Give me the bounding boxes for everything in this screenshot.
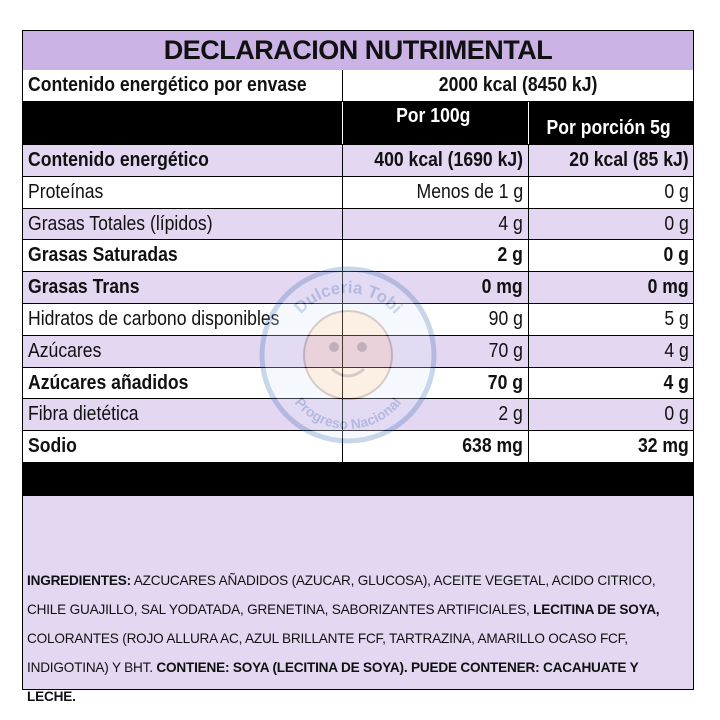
nutrient-per-100g: Menos de 1 g bbox=[343, 177, 529, 208]
nutrient-label: Grasas Saturadas bbox=[23, 240, 343, 271]
nutrient-per-100g: 638 mg bbox=[343, 431, 529, 462]
nutrient-row bbox=[23, 145, 693, 177]
nutrient-per-100g: 0 mg bbox=[343, 272, 529, 303]
nutrient-row bbox=[23, 240, 693, 272]
nutrient-label: Azúcares bbox=[23, 336, 343, 367]
nutrient-per-100g: 90 g bbox=[343, 304, 529, 335]
nutrient-per-100g: 4 g bbox=[343, 209, 529, 240]
nutrient-row bbox=[23, 336, 693, 368]
nutrition-label bbox=[22, 30, 694, 704]
nutrient-label: Grasas Totales (lípidos) bbox=[23, 209, 343, 240]
label-title: DECLARACION NUTRIMENTAL bbox=[23, 31, 693, 71]
nutrient-row bbox=[23, 177, 693, 209]
nutrient-label: Proteínas bbox=[23, 177, 343, 208]
ingredients-part2: COLORANTES (ROJO ALLURA AC, AZUL BRILLANTE FCF, TARTRAZINA, AMARILLO OCASO FCF, INDIGOTINA) Y BHT. bbox=[27, 631, 628, 675]
nutrient-label: Fibra dietética bbox=[23, 399, 343, 430]
nutrient-row bbox=[23, 399, 693, 431]
nutrient-label: Sodio bbox=[23, 431, 343, 462]
ingredients-label: INGREDIENTES: bbox=[27, 573, 131, 588]
ingredients-text bbox=[27, 566, 687, 711]
nutrient-row bbox=[23, 304, 693, 336]
nutrient-per-serving: 32 mg bbox=[638, 435, 689, 458]
nutrient-per-serving: 0 mg bbox=[647, 276, 689, 299]
nutrient-per-100g: 400 kcal (1690 kJ) bbox=[343, 145, 529, 176]
ingredients-bold1: LECITINA DE SOYA, bbox=[533, 602, 660, 617]
ingredients-bold2: CONTIENE: SOYA (LECITINA DE SOYA). PUEDE CONTENER: CACAHUATE Y LECHE. bbox=[27, 660, 639, 704]
nutrient-per-serving: 4 g bbox=[663, 371, 689, 394]
nutrient-per-100g: 70 g bbox=[343, 368, 529, 399]
nutrient-row bbox=[23, 368, 693, 400]
nutrient-per-serving: 0 g bbox=[664, 212, 689, 235]
ingredients-section bbox=[23, 496, 693, 704]
column-header-per-100g: Por 100g bbox=[343, 102, 529, 144]
nutrient-per-serving: 0 g bbox=[664, 180, 689, 203]
nutrient-row bbox=[23, 272, 693, 304]
ingredients-part1: AZCUCARES AÑADIDOS (AZUCAR, GLUCOSA), ACEITE VEGETAL, ACIDO CITRICO, CHILE GUAJILLO, SAL YODATADA, GRENETINA, SABORIZANTES ARTIFICIALES, bbox=[27, 573, 656, 617]
separator-bar bbox=[23, 463, 693, 496]
watermark-top-text: Dulceria Tobi bbox=[290, 277, 407, 318]
nutrient-label: Grasas Trans bbox=[23, 272, 343, 303]
nutrient-per-100g: 2 g bbox=[343, 399, 529, 430]
watermark-bottom-text: Progreso Nacional bbox=[291, 394, 405, 433]
energy-per-package-label: Contenido energético por envase bbox=[23, 70, 343, 101]
column-header-row bbox=[23, 102, 693, 145]
energy-per-package-row bbox=[23, 70, 693, 102]
nutrient-row bbox=[23, 431, 693, 463]
nutrient-per-serving: 4 g bbox=[664, 339, 689, 362]
energy-per-package-value: 2000 kcal (8450 kJ) bbox=[438, 74, 598, 96]
nutrient-per-serving: 5 g bbox=[664, 308, 689, 330]
nutrient-per-100g: 2 g bbox=[343, 240, 529, 271]
column-header-per-serving: Por porción 5g bbox=[546, 117, 672, 139]
nutrient-label: Hidratos de carbono disponibles bbox=[23, 304, 343, 335]
nutrient-per-serving: 20 kcal (85 kJ) bbox=[569, 149, 689, 171]
nutrient-per-serving: 0 g bbox=[664, 403, 689, 426]
column-header-blank bbox=[23, 102, 343, 144]
nutrient-per-100g: 70 g bbox=[343, 336, 529, 367]
nutrient-label: Contenido energético bbox=[23, 145, 343, 176]
nutrient-row bbox=[23, 209, 693, 241]
nutrient-label: Azúcares añadidos bbox=[23, 368, 343, 399]
nutrient-per-serving: 0 g bbox=[663, 244, 689, 267]
